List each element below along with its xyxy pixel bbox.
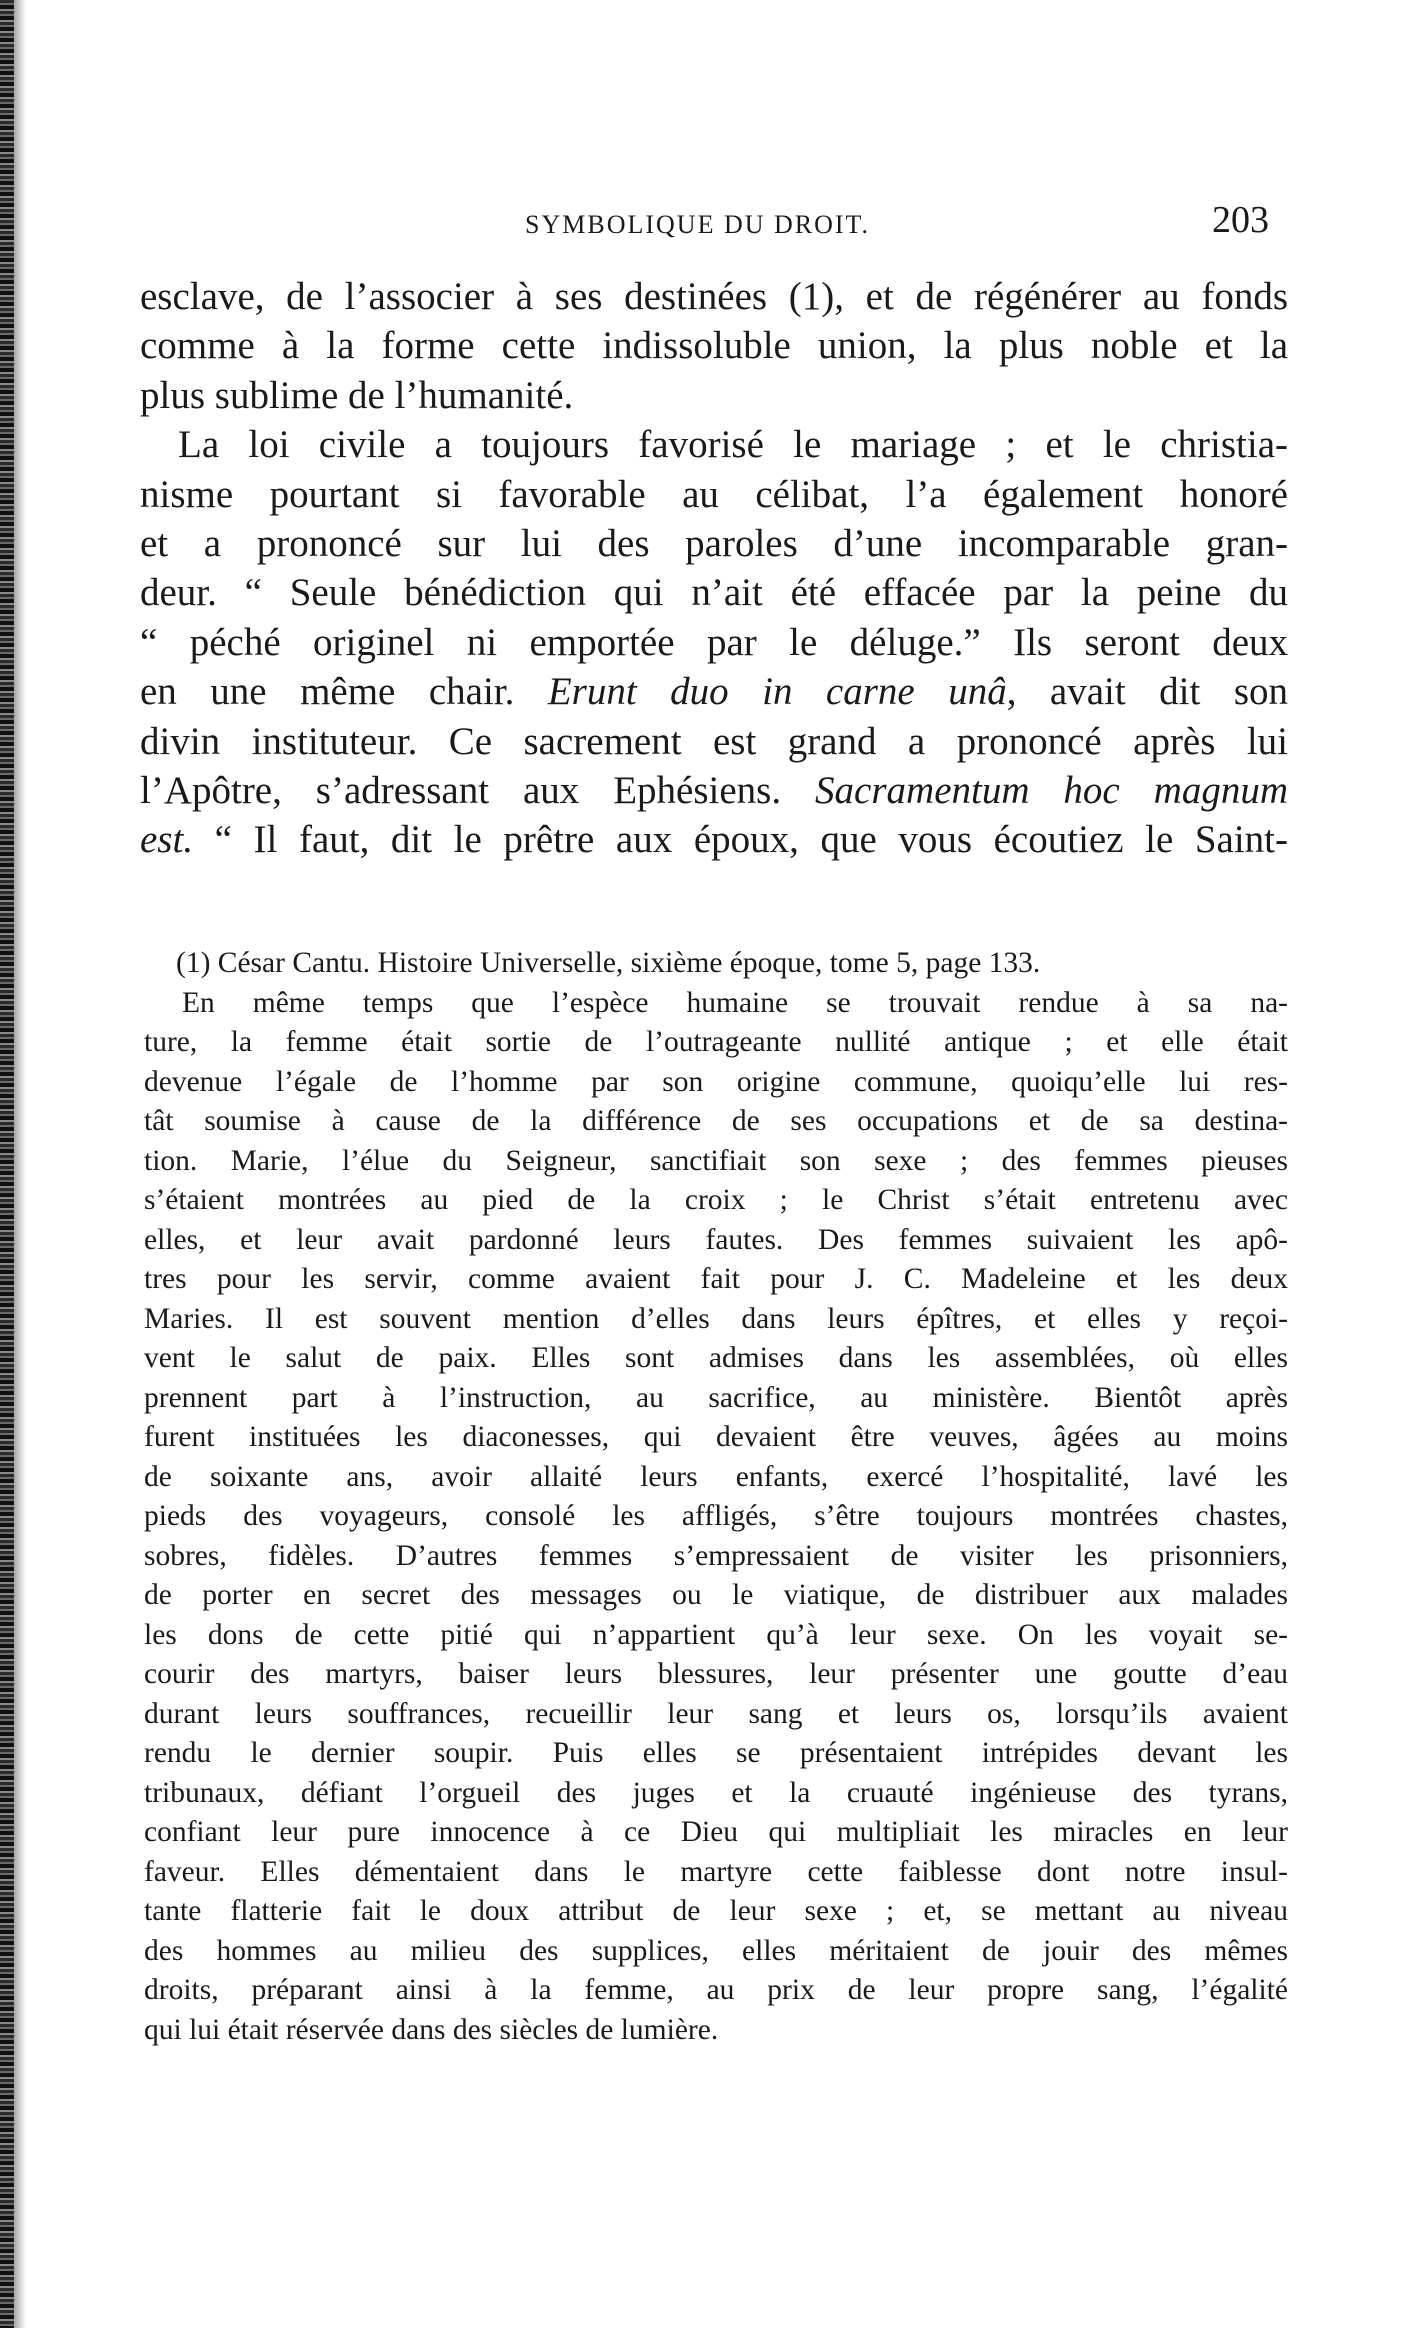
- text-line: La loi civile a toujours favorisé le mariage ; et le christia-: [178, 423, 1288, 467]
- footnote-line: de porter en secret des messages ou le viatique, de distribuer aux malades: [144, 1579, 1288, 1611]
- footnote-line: faveur. Elles démentaient dans le martyre cette faiblesse dont notre insul-: [144, 1855, 1288, 1888]
- latin-quotation: Sacramentum hoc magnum: [815, 768, 1288, 812]
- footnote-line: tante flatterie fait le doux attribut de leur sexe ; et, se mettant au niveau: [144, 1895, 1288, 1927]
- main-text-body: [140, 272, 1288, 865]
- footnote-line: pieds des voyageurs, consolé les affligés, s’être toujours montrées chastes,: [144, 1500, 1288, 1532]
- text-line: nisme pourtant si favorable au célibat, l’a également honoré: [140, 472, 1288, 516]
- page-number: 203: [1212, 199, 1269, 241]
- running-header: [0, 198, 1406, 248]
- spine-shadow: [14, 0, 26, 2328]
- text-line: [140, 815, 1288, 864]
- footnote-line: prennent part à l’instruction, au sacrifice, au ministère. Bientôt après: [144, 1381, 1288, 1414]
- text-line: divin instituteur. Ce sacrement est grand a prononcé après lui: [140, 719, 1288, 763]
- footnote-line: sobres, fidèles. D’autres femmes s’empressaient de visiter les prisonniers,: [144, 1539, 1288, 1572]
- text-line: [140, 766, 1288, 815]
- footnote-line: ture, la femme était sortie de l’outrageante nullité antique ; et elle était: [144, 1026, 1288, 1058]
- footnote-line: s’étaient montrées au pied de la croix ; le Christ s’était entretenu avec: [144, 1184, 1288, 1216]
- footnote-reference: (1) César Cantu. Histoire Universelle, sixième époque, tome 5, page 133.: [176, 947, 1041, 979]
- footnote-line: En même temps que l’espèce humaine se trouvait rendue à sa na-: [182, 986, 1288, 1019]
- footnote-line: tât soumise à cause de la différence de ses occupations et de sa destina-: [144, 1105, 1288, 1137]
- text-line: deur. “ Seule bénédiction qui n’ait été effacée par la peine du: [140, 571, 1288, 615]
- footnote-block: [144, 944, 1288, 2050]
- latin-quotation: est.: [140, 818, 194, 862]
- text-line: [140, 667, 1288, 716]
- footnote-line: tres pour les servir, comme avaient fait pour J. C. Madeleine et les deux: [144, 1263, 1288, 1295]
- footnote-line: qui lui était réservée dans des siècles de lumière.: [144, 2013, 719, 2046]
- footnote-line: Maries. Il est souvent mention d’elles dans leurs épîtres, et elles y reçoi-: [144, 1302, 1288, 1335]
- footnote-line: vent le salut de paix. Elles sont admises dans les assemblées, où elles: [144, 1342, 1288, 1374]
- footnote-line: durant leurs souffrances, recueillir leur sang et leurs os, lorsqu’ils avaient: [144, 1697, 1288, 1730]
- footnote-line: des hommes au milieu des supplices, elles méritaient de jouir des mêmes: [144, 1934, 1288, 1967]
- footnote-line: confiant leur pure innocence à ce Dieu qui multipliait les miracles en leur: [144, 1816, 1288, 1848]
- footnote-line: rendu le dernier soupir. Puis elles se présentaient intrépides devant les: [144, 1737, 1288, 1769]
- latin-quotation: Erunt duo in carne unâ: [547, 670, 1007, 714]
- footnote-line: devenue l’égale de l’homme par son origine commune, quoiqu’elle lui res-: [144, 1065, 1288, 1098]
- footnote-line: les dons de cette pitié qui n’appartient qu’à leur sexe. On les voyait se-: [144, 1618, 1288, 1651]
- footnote-line: tion. Marie, l’élue du Seigneur, sanctifiait son sexe ; des femmes pieuses: [144, 1144, 1288, 1177]
- footnote-line: courir des martyrs, baiser leurs blessures, leur présenter une goutte d’eau: [144, 1658, 1288, 1690]
- text-line: et a prononcé sur lui des paroles d’une incomparable gran-: [140, 521, 1288, 565]
- footnote-line: furent instituées les diaconesses, qui devaient être veuves, âgées au moins: [144, 1421, 1288, 1453]
- text-segment: “ Il faut, dit le prêtre aux époux, que vous écoutiez le Saint-: [193, 818, 1288, 862]
- text-segment: l’Apôtre, s’adressant aux Ephésiens.: [140, 768, 816, 812]
- book-spine-edge: [0, 0, 14, 2328]
- running-title: SYMBOLIQUE DU DROIT.: [525, 210, 871, 239]
- footnote-line: droits, préparant ainsi à la femme, au prix de leur propre sang, l’égalité: [144, 1974, 1288, 2006]
- text-line: “ péché originel ni emportée par le déluge.” Ils seront deux: [140, 620, 1288, 664]
- text-line: esclave, de l’associer à ses destinées (1), et de régénérer au fonds: [140, 275, 1288, 318]
- footnote-line: elles, et leur avait pardonné leurs fautes. Des femmes suivaient les apô-: [144, 1223, 1288, 1256]
- footnote-line: de soixante ans, avoir allaité leurs enfants, exercé l’hospitalité, lavé les: [144, 1460, 1288, 1493]
- text-line: plus sublime de l’humanité.: [140, 373, 574, 417]
- text-segment: , avait dit son: [1006, 670, 1289, 714]
- footnote-line: tribunaux, défiant l’orgueil des juges et la cruauté ingénieuse des tyrans,: [144, 1776, 1288, 1809]
- text-line: comme à la forme cette indissoluble union, la plus noble et la: [140, 324, 1288, 368]
- text-segment: en une même chair.: [140, 670, 548, 714]
